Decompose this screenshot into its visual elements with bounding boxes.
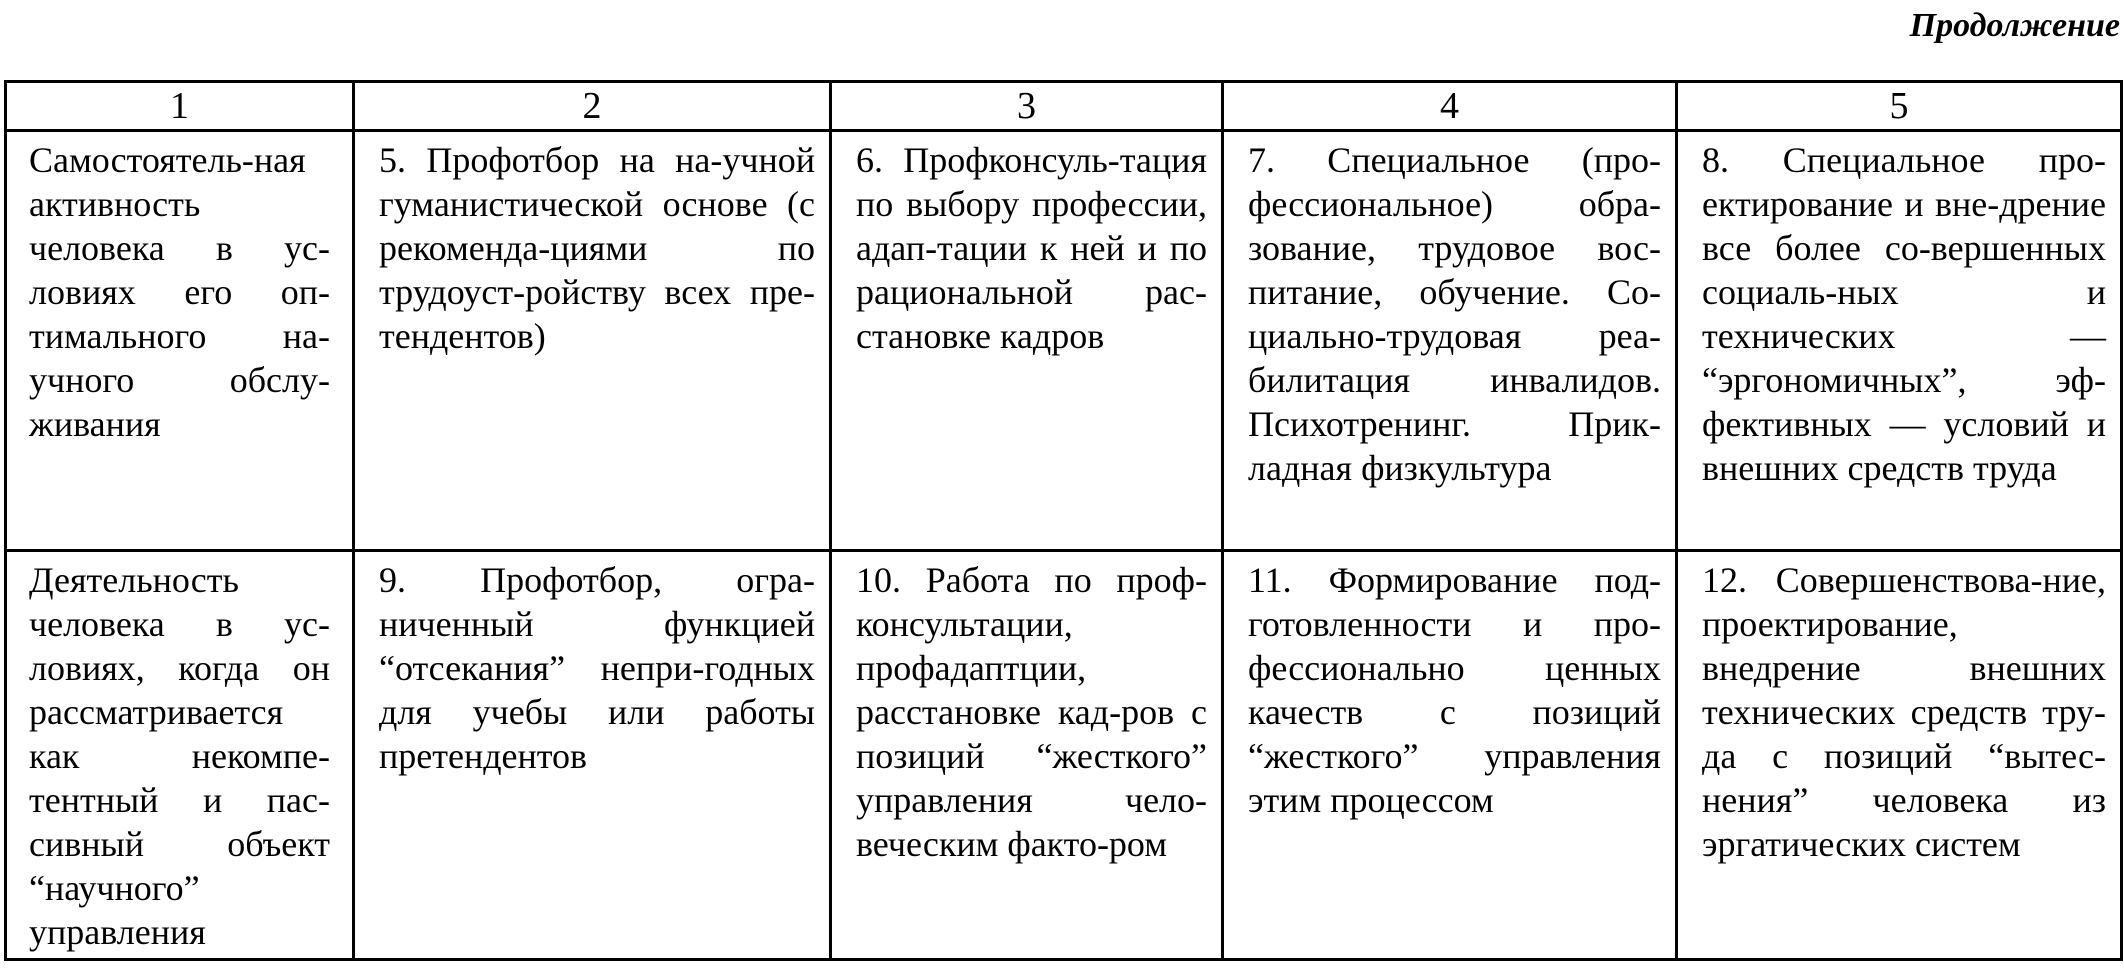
cell-text: Деятельность человека в ус-ловиях, когда он рассматривается как некомпе-тентный и пас-сивный объект “научного” управления — [29, 560, 330, 952]
table-cell — [1223, 551, 1677, 960]
data-table — [4, 80, 2123, 961]
column-header-5: 5 — [1677, 82, 2122, 131]
table-cell — [354, 551, 831, 960]
table-row — [6, 551, 2122, 960]
column-header-4: 4 — [1223, 82, 1677, 131]
column-header-1: 1 — [6, 82, 354, 131]
table-cell — [6, 551, 354, 960]
table-cell — [1223, 131, 1677, 551]
header-row — [6, 82, 2122, 131]
table-cell — [1677, 131, 2122, 551]
cell-text: 11. Формирование под-готовленности и про-фессионально ценных качеств с позиций “жесткого” управления этим процессом — [1248, 560, 1661, 820]
cell-text: 5. Профотбор на на-учной гуманистической основе (с рекоменда-циями по трудоуст-ройству всех пре-тендентов) — [379, 140, 815, 356]
cell-text: 9. Профотбор, огра-ниченный функцией “отсекания” непри-годных для учебы или работы претендентов — [379, 560, 815, 776]
column-header-2: 2 — [354, 82, 831, 131]
cell-text: 10. Работа по проф-консультации, профадаптции, расстановке кад-ров с позиций “жесткого” управления чело-веческим факто-ром — [856, 560, 1207, 864]
cell-text: 6. Профконсуль-тация по выбору профессии, адап-тации к ней и по рациональной рас-становке кадров — [856, 140, 1207, 356]
cell-text: 7. Специальное (про-фессиональное) обра-зование, трудовое вос-питание, обучение. Со-циально-трудовая реа-билитация инвалидов. Психотренинг. Прик-ладная физкультура — [1248, 140, 1661, 488]
table-cell — [831, 131, 1223, 551]
table-cell — [831, 551, 1223, 960]
column-header-3: 3 — [831, 82, 1223, 131]
continuation-label: Продолжение — [1909, 7, 2120, 44]
cell-text: Самостоятель-ная активность человека в ус-ловиях его оп-тимального на-учного обслу-живания — [29, 140, 330, 444]
table-cell — [1677, 551, 2122, 960]
table-cell — [354, 131, 831, 551]
cell-text: 12. Совершенствова-ние, проектирование, внедрение внешних технических средств тру-да с позиций “вытес-нения” человека из эргатических систем — [1702, 560, 2106, 864]
table-row — [6, 131, 2122, 551]
cell-text: 8. Специальное про-ектирование и вне-дрение все более со-вершенных социаль-ных и технических — “эргономичных”, эф-фективных — условий и внешних средств труда — [1702, 140, 2106, 488]
table-cell — [6, 131, 354, 551]
